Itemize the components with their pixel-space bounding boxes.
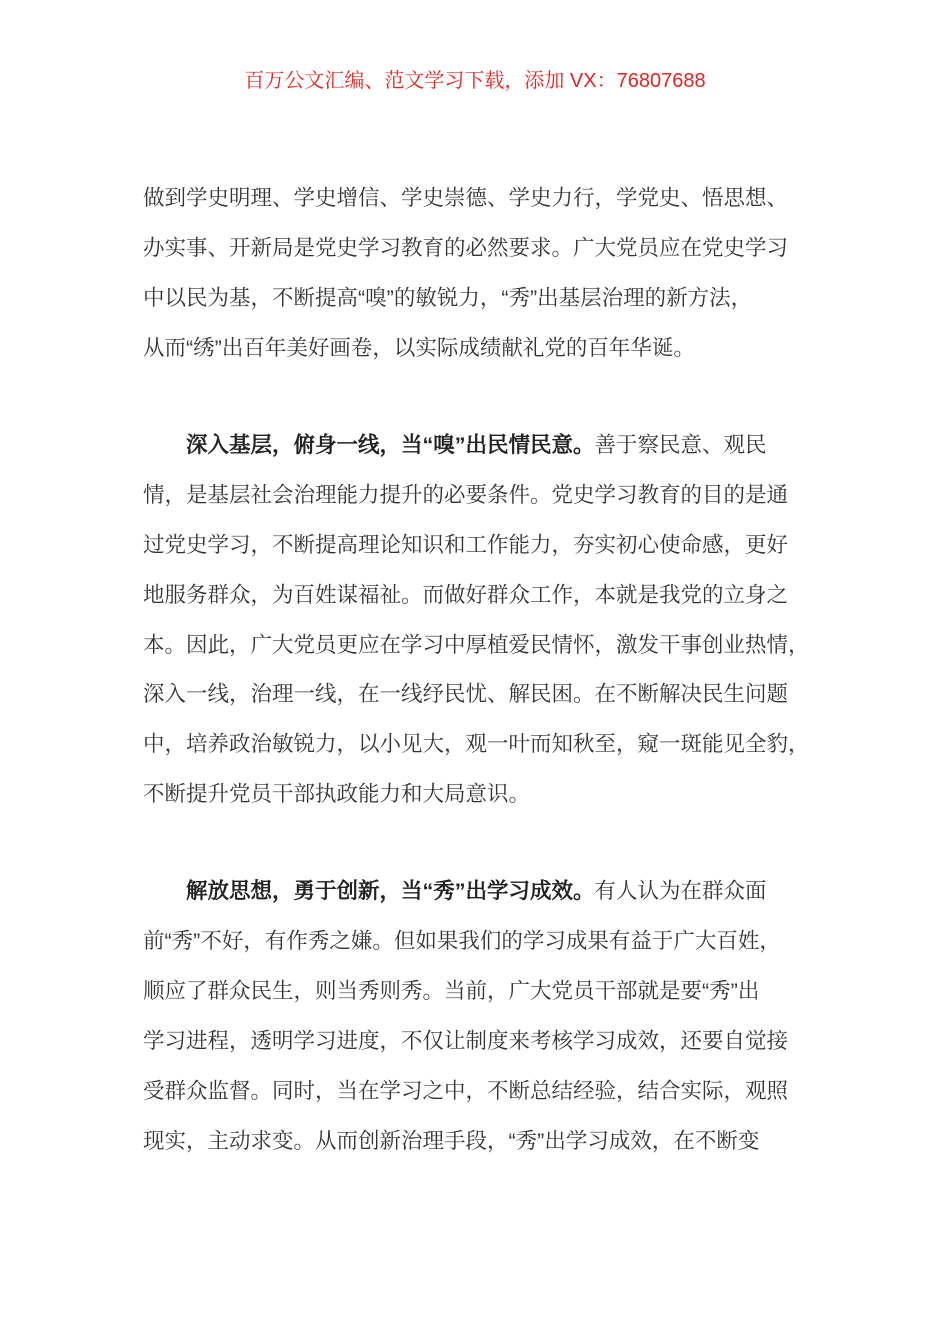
text-line: 前“秀”不好，有作秀之嫌。但如果我们的学习成果有益于广大百姓， <box>143 929 781 953</box>
text-line: 地服务群众，为百姓谋福祉。而做好群众工作，本就是我党的立身之 <box>143 583 789 607</box>
text-line: 中以民为基，不断提高“嗅”的敏锐力，“秀”出基层治理的新方法， <box>143 286 753 310</box>
text-line: 现实，主动求变。从而创新治理手段，“秀”出学习成效，在不断变 <box>143 1129 760 1153</box>
text-line: 本。因此，广大党员更应在学习中厚植爱民情怀，激发干事创业热情， <box>143 633 810 657</box>
header-watermark-text: 百万公文汇编、范文学习下载，添加 VX：76807688 <box>244 70 706 92</box>
text-line <box>186 877 767 905</box>
text-line: 从而“绣”出百年美好画卷，以实际成绩献礼党的百年华诞。 <box>143 336 695 360</box>
text-line: 学习进程，透明学习进度，不仅让制度来考核学习成效，还要自觉接 <box>143 1029 789 1053</box>
text-line: 深入一线，治理一线，在一线纾民忧、解民困。在不断解决民生问题 <box>143 682 789 706</box>
text-line: 过党史学习，不断提高理论知识和工作能力，夯实初心使命感，更好 <box>143 533 789 557</box>
text-span: 有人认为在群众面 <box>594 879 767 903</box>
text-line: 顺应了群众民生，则当秀则秀。当前，广大党员干部就是要“秀”出 <box>143 979 760 1003</box>
paragraph-heading: 深入基层，俯身一线，当“嗅”出民情民意。 <box>186 433 595 457</box>
text-line: 受群众监督。同时，当在学习之中，不断总结经验，结合实际，观照 <box>143 1079 789 1103</box>
text-line <box>186 431 767 459</box>
text-line: 不断提升党员干部执政能力和大局意识。 <box>143 782 531 806</box>
text-line: 情，是基层社会治理能力提升的必要条件。党史学习教育的目的是通 <box>143 483 789 507</box>
paragraph-heading: 解放思想，勇于创新，当“秀”出学习成效。 <box>186 879 595 903</box>
text-span: 善于察民意、观民 <box>594 433 767 457</box>
text-line: 中，培养政治敏锐力，以小见大，观一叶而知秋至，窥一斑能见全豹， <box>143 732 810 756</box>
text-line: 办实事、开新局是党史学习教育的必然要求。广大党员应在党史学习 <box>143 236 789 260</box>
text-line: 做到学史明理、学史增信、学史崇德、学史力行，学党史、悟思想、 <box>143 186 789 210</box>
